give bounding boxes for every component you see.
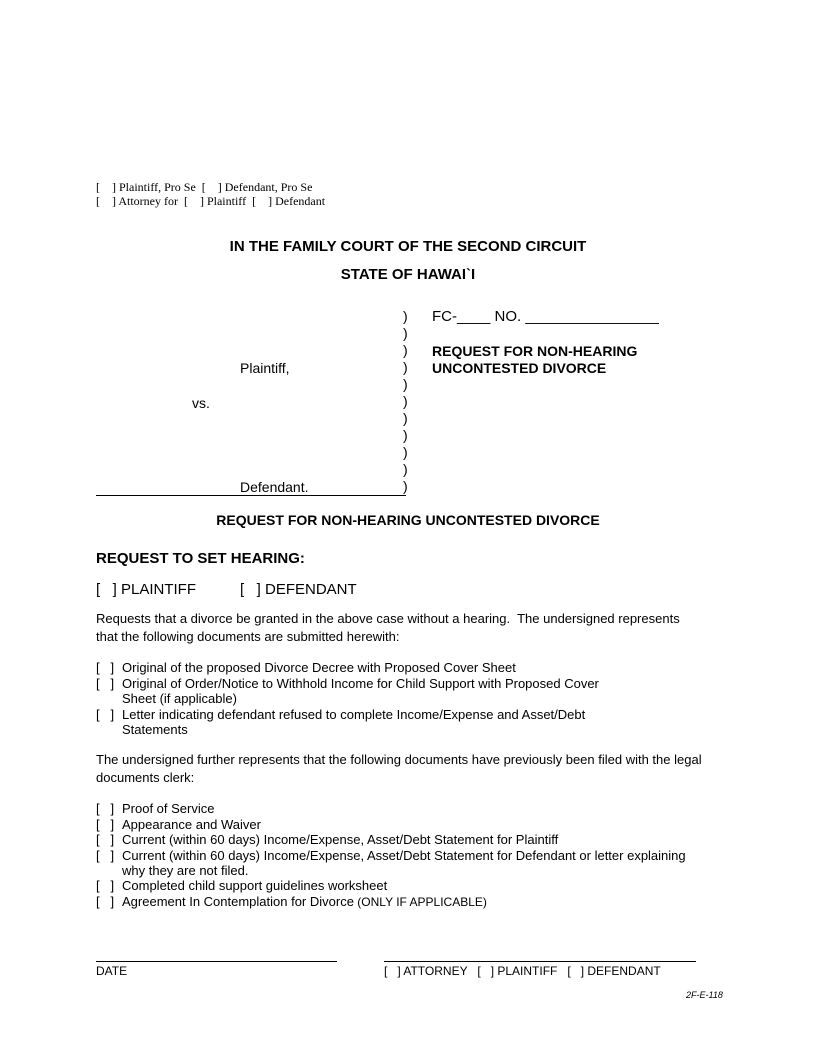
caption-paren: ): [403, 308, 408, 324]
further-line-2: documents clerk:: [96, 770, 195, 785]
court-name: IN THE FAMILY COURT OF THE SECOND CIRCUIT: [229, 238, 587, 255]
date-signature-line[interactable]: [96, 961, 337, 962]
filed-doc-label: Current (within 60 days) Income/Expense, Asset/Debt Statement for Defendant or letter explaining: [122, 848, 686, 863]
document-title-line-1: REQUEST FOR NON-HEARING: [432, 343, 638, 359]
request-heading: REQUEST TO SET HEARING:: [96, 550, 305, 567]
caption-paren: ): [403, 376, 408, 392]
main-title: REQUEST FOR NON-HEARING UNCONTESTED DIVORCE: [216, 512, 600, 528]
date-label: DATE: [96, 964, 128, 978]
document-title-line-2: UNCONTESTED DIVORCE: [432, 360, 607, 376]
caption-paren: ): [403, 359, 408, 375]
header-party-line-2: [ ] Attorney for [ ] Plaintiff [ ] Defendant: [96, 194, 326, 208]
further-line-1: The undersigned further represents that the following documents have previously been filed with the legal: [96, 752, 702, 767]
caption-vs-label: vs.: [192, 395, 210, 411]
submitted-doc-label-cont: Sheet (if applicable): [122, 691, 237, 706]
form-number: 2F-E-118: [686, 990, 723, 1000]
submitted-doc-label: Original of the proposed Divorce Decree with Proposed Cover Sheet: [122, 660, 516, 675]
court-state: STATE OF HAWAI`I: [340, 266, 476, 283]
intro-line-2: that the following documents are submitted herewith:: [96, 629, 400, 644]
caption-paren: ): [403, 427, 408, 443]
submitted-doc-checkbox[interactable]: [ ]: [96, 707, 115, 722]
case-number-field[interactable]: FC-____ NO. ________________: [432, 308, 659, 325]
submitted-doc-checkbox[interactable]: [ ]: [96, 676, 115, 691]
submitted-doc-checkbox[interactable]: [ ]: [96, 660, 115, 675]
defendant-checkbox[interactable]: [ ] DEFENDANT: [240, 581, 357, 598]
filed-doc-checkbox[interactable]: [ ]: [96, 801, 115, 816]
filed-doc-label: [122, 894, 487, 909]
filed-doc-label-suffix: (ONLY IF APPLICABLE): [353, 895, 487, 909]
filed-doc-checkbox[interactable]: [ ]: [96, 894, 115, 909]
filed-doc-label: Appearance and Waiver: [122, 817, 261, 832]
caption-paren: ): [403, 393, 408, 409]
signer-signature-line[interactable]: [384, 961, 696, 962]
submitted-doc-label: Letter indicating defendant refused to complete Income/Expense and Asset/Debt: [122, 707, 586, 722]
caption-underline: [96, 495, 406, 496]
caption-paren: ): [403, 461, 408, 477]
signer-role-checkboxes[interactable]: [ ] ATTORNEY [ ] PLAINTIFF [ ] DEFENDANT: [384, 964, 661, 978]
filed-doc-checkbox[interactable]: [ ]: [96, 878, 115, 893]
filed-doc-label: Proof of Service: [122, 801, 215, 816]
plaintiff-checkbox[interactable]: [ ] PLAINTIFF: [96, 581, 197, 598]
filed-doc-checkbox[interactable]: [ ]: [96, 848, 115, 863]
filed-doc-label-cont: why they are not filed.: [122, 863, 249, 878]
caption-defendant-label: Defendant.: [240, 479, 309, 495]
caption-plaintiff-label: Plaintiff,: [240, 360, 290, 376]
filed-doc-label: Current (within 60 days) Income/Expense, Asset/Debt Statement for Plaintiff: [122, 832, 559, 847]
filed-doc-checkbox[interactable]: [ ]: [96, 832, 115, 847]
filed-doc-checkbox[interactable]: [ ]: [96, 817, 115, 832]
caption-paren: ): [403, 444, 408, 460]
filed-doc-label: Completed child support guidelines worksheet: [122, 878, 388, 893]
filed-doc-label-text: Agreement In Contemplation for Divorce: [122, 894, 354, 909]
caption-paren: ): [403, 342, 408, 358]
submitted-doc-label-cont: Statements: [122, 722, 188, 737]
caption-paren: ): [403, 478, 408, 494]
intro-line-1: Requests that a divorce be granted in the above case without a hearing. The undersigned represents: [96, 611, 680, 626]
caption-paren: ): [403, 410, 408, 426]
caption-paren: ): [403, 325, 408, 341]
header-party-line-1: [ ] Plaintiff, Pro Se [ ] Defendant, Pro Se: [96, 180, 313, 194]
submitted-doc-label: Original of Order/Notice to Withhold Income for Child Support with Proposed Cover: [122, 676, 599, 691]
